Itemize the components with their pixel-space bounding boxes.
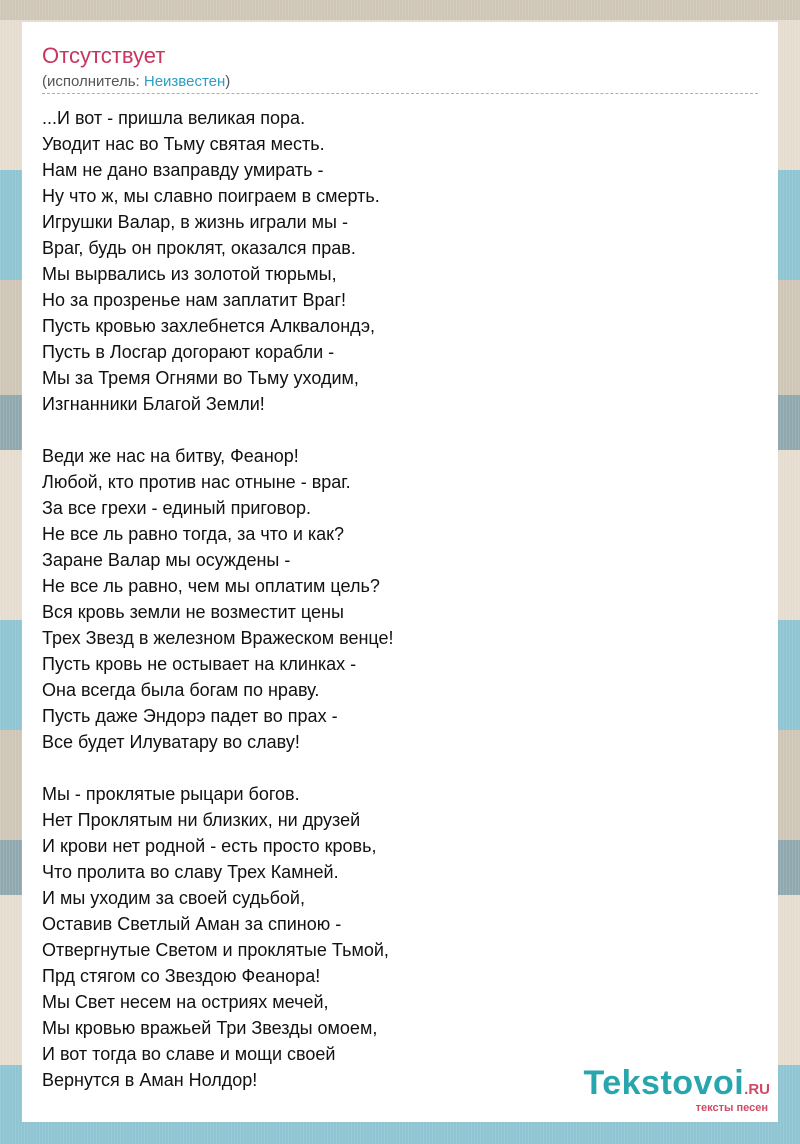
lyric-line: Заране Валар мы осуждены - (42, 550, 291, 570)
lyric-line: Мы кровью вражьей Три Звезды омоем, (42, 1018, 378, 1038)
lyric-line: Не все ль равно тогда, за что и как? (42, 524, 345, 544)
song-title: Отсутствует (42, 43, 166, 68)
lyric-line: Мы вырвались из золотой тюрьмы, (42, 264, 337, 284)
lyric-line: Нам не дано взаправду умирать - (42, 160, 324, 180)
lyric-line: Трех Звезд в железном Вражеском венце! (42, 628, 394, 648)
lyric-line: Враг, будь он проклят, оказался прав. (42, 238, 356, 258)
artist-suffix: ) (225, 73, 231, 90)
lyric-line: Что пролита во славу Трех Камней. (42, 862, 339, 882)
artist-line (42, 72, 230, 92)
lyric-line: Мы за Тремя Огнями во Тьму уходим, (42, 368, 359, 388)
stanza (42, 781, 394, 1093)
lyric-line: Игрушки Валар, в жизнь играли мы - (42, 212, 348, 232)
artist-prefix: (исполнитель: (42, 73, 144, 90)
stanza (42, 105, 394, 417)
lyric-line: Изгнанники Благой Земли! (42, 394, 265, 414)
lyric-line: Пусть даже Эндорэ падет во прах - (42, 706, 338, 726)
lyric-line: Не все ль равно, чем мы оплатим цель? (42, 576, 380, 596)
lyric-line: За все грехи - единый приговор. (42, 498, 311, 518)
lyric-line: Веди же нас на битву, Феанор! (42, 446, 299, 466)
lyrics-body (42, 105, 394, 1093)
lyric-line: Нет Проклятым ни близких, ни друзей (42, 810, 361, 830)
logo-wordmark (583, 1064, 770, 1102)
title-divider (42, 93, 758, 94)
lyric-line: И крови нет родной - есть просто кровь, (42, 836, 377, 856)
logo-tagline: тексты песен (695, 1102, 768, 1114)
lyric-line: Вся кровь земли не возместит цены (42, 602, 344, 622)
logo-domain: .RU (744, 1081, 770, 1098)
lyric-line: Пусть кровь не остывает на клинках - (42, 654, 357, 674)
lyric-line: Ну что ж, мы славно поиграем в смерть. (42, 186, 380, 206)
lyric-line: ...И вот - пришла великая пора. (42, 108, 306, 128)
lyric-line: Любой, кто против нас отныне - враг. (42, 472, 351, 492)
lyrics-card (22, 22, 778, 1122)
logo-main-text: Tekstovoi (583, 1064, 745, 1102)
lyric-line: И мы уходим за своей судьбой, (42, 888, 305, 908)
lyric-line: И вот тогда во славе и мощи своей (42, 1044, 336, 1064)
lyric-line: Мы Свет несем на остриях мечей, (42, 992, 329, 1012)
lyric-line: Вернутся в Аман Нолдор! (42, 1070, 258, 1090)
lyric-line: Все будет Илуватару во славу! (42, 732, 300, 752)
lyric-line: Уводит нас во Тьму святая месть. (42, 134, 325, 154)
lyric-line: Она всегда была богам по нраву. (42, 680, 320, 700)
lyric-line: Отвергнутые Светом и проклятые Тьмой, (42, 940, 389, 960)
lyric-line: Но за прозренье нам заплатит Враг! (42, 290, 347, 310)
lyric-line: Оставив Светлый Аман за спиною - (42, 914, 342, 934)
lyric-line: Прд стягом со Звездою Феанора! (42, 966, 321, 986)
site-logo[interactable] (583, 1064, 770, 1114)
lyric-line: Пусть кровью захлебнется Алквалондэ, (42, 316, 376, 336)
artist-link[interactable]: Неизвестен (143, 73, 226, 90)
lyric-line: Мы - проклятые рыцари богов. (42, 784, 300, 804)
lyric-line: Пусть в Лосгар догорают корабли - (42, 342, 335, 362)
stanza (42, 443, 394, 755)
